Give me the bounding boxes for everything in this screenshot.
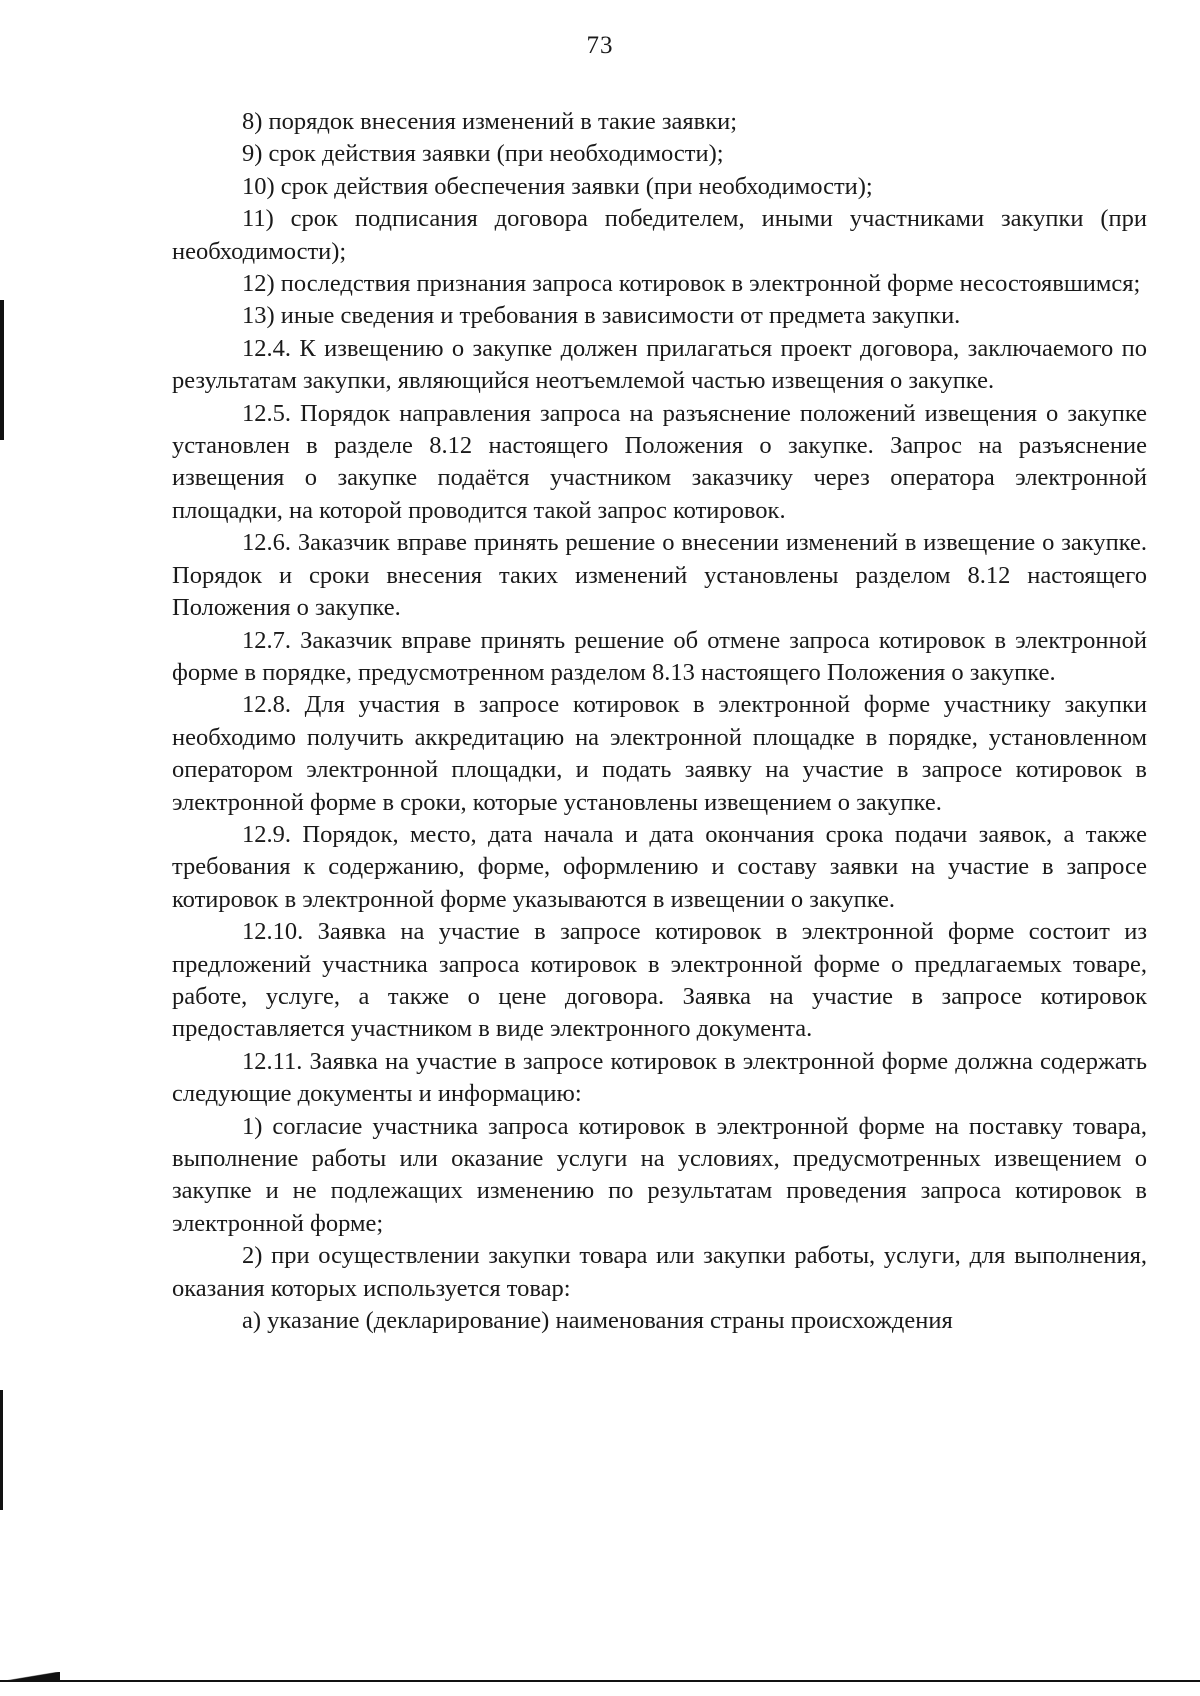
scan-bottom-rule [0, 1680, 1200, 1682]
document-body [172, 106, 1147, 1337]
list-item: 11) срок подписания договора победителем, иными участниками закупки (при необходимости); [172, 205, 1147, 265]
scan-edge-mark [0, 1390, 3, 1510]
clause-12-9: 12.9. Порядок, место, дата начала и дата окончания срока подачи заявок, а также требования к содержанию, форме, оформлению и составу заявки на участие в запросе котировок в электронной форме указываются в извещении о закупке. [172, 820, 1147, 913]
clause-12-4: 12.4. К извещению о закупке должен прилагаться проект договора, заключаемого по результатам закупки, являющийся неотъемлемой частью извещения о закупке. [172, 334, 1147, 395]
list-item: 13) иные сведения и требования в зависимости от предмета закупки. [242, 302, 961, 330]
clause-12-8: 12.8. Для участия в запросе котировок в электронной форме участнику закупки необходимо получить аккредитацию на электронной площадке в порядке, установленном оператором электронной площадки, и подать заявку на участие в запросе котировок в электронной форме в сроки, которые установлены извещением о закупке. [172, 691, 1147, 816]
list-item: 1) согласие участника запроса котировок в электронной форме на поставку товара, выполнение работы или оказание услуги на условиях, предусмотренных извещением о закупке и не подлежащих изменению по результатам проведения запроса котировок в электронной форме; [172, 1112, 1147, 1237]
clause-12-7: 12.7. Заказчик вправе принять решение об отмене запроса котировок в электронной форме в порядке, предусмотренном разделом 8.13 настоящего Положения о закупке. [172, 626, 1147, 686]
clause-12-10: 12.10. Заявка на участие в запросе котировок в электронной форме состоит из предложений участника запроса котировок в электронной форме о предлагаемых товаре, работе, услуге, а также о цене договора. Заявка на участие в запросе котировок предоставляется участником в виде электронного документа. [172, 918, 1147, 1043]
clause-12-6: 12.6. Заказчик вправе принять решение о внесении изменений в извещение о закупке. Порядок и сроки внесения таких изменений установлены разделом 8.12 настоящего Положения о закупке. [172, 529, 1147, 622]
list-item: а) указание (декларирование) наименования страны происхождения [242, 1307, 953, 1335]
list-item: 8) порядок внесения изменений в такие заявки; [242, 108, 738, 135]
clause-12-5: 12.5. Порядок направления запроса на разъяснение положений извещения о закупке установлен в разделе 8.12 настоящего Положения о закупке. Запрос на разъяснение извещения о закупке подаётся участником заказчику через оператора электронной площадки, на которой проводится такой запрос котировок. [172, 399, 1147, 524]
page-number: 73 [586, 32, 614, 59]
list-item: 12) последствия признания запроса котировок в электронной форме несостоявшимся; [242, 270, 1141, 298]
clause-12-11: 12.11. Заявка на участие в запросе котировок в электронной форме должна содержать следующие документы и информацию: [172, 1047, 1147, 1108]
list-item: 9) срок действия заявки (при необходимости); [242, 140, 724, 168]
list-item: 2) при осуществлении закупки товара или закупки работы, услуги, для выполнения, оказания которых используется товар: [172, 1242, 1147, 1302]
scan-edge-mark [0, 300, 4, 440]
list-item: 10) срок действия обеспечения заявки (при необходимости); [242, 172, 873, 200]
